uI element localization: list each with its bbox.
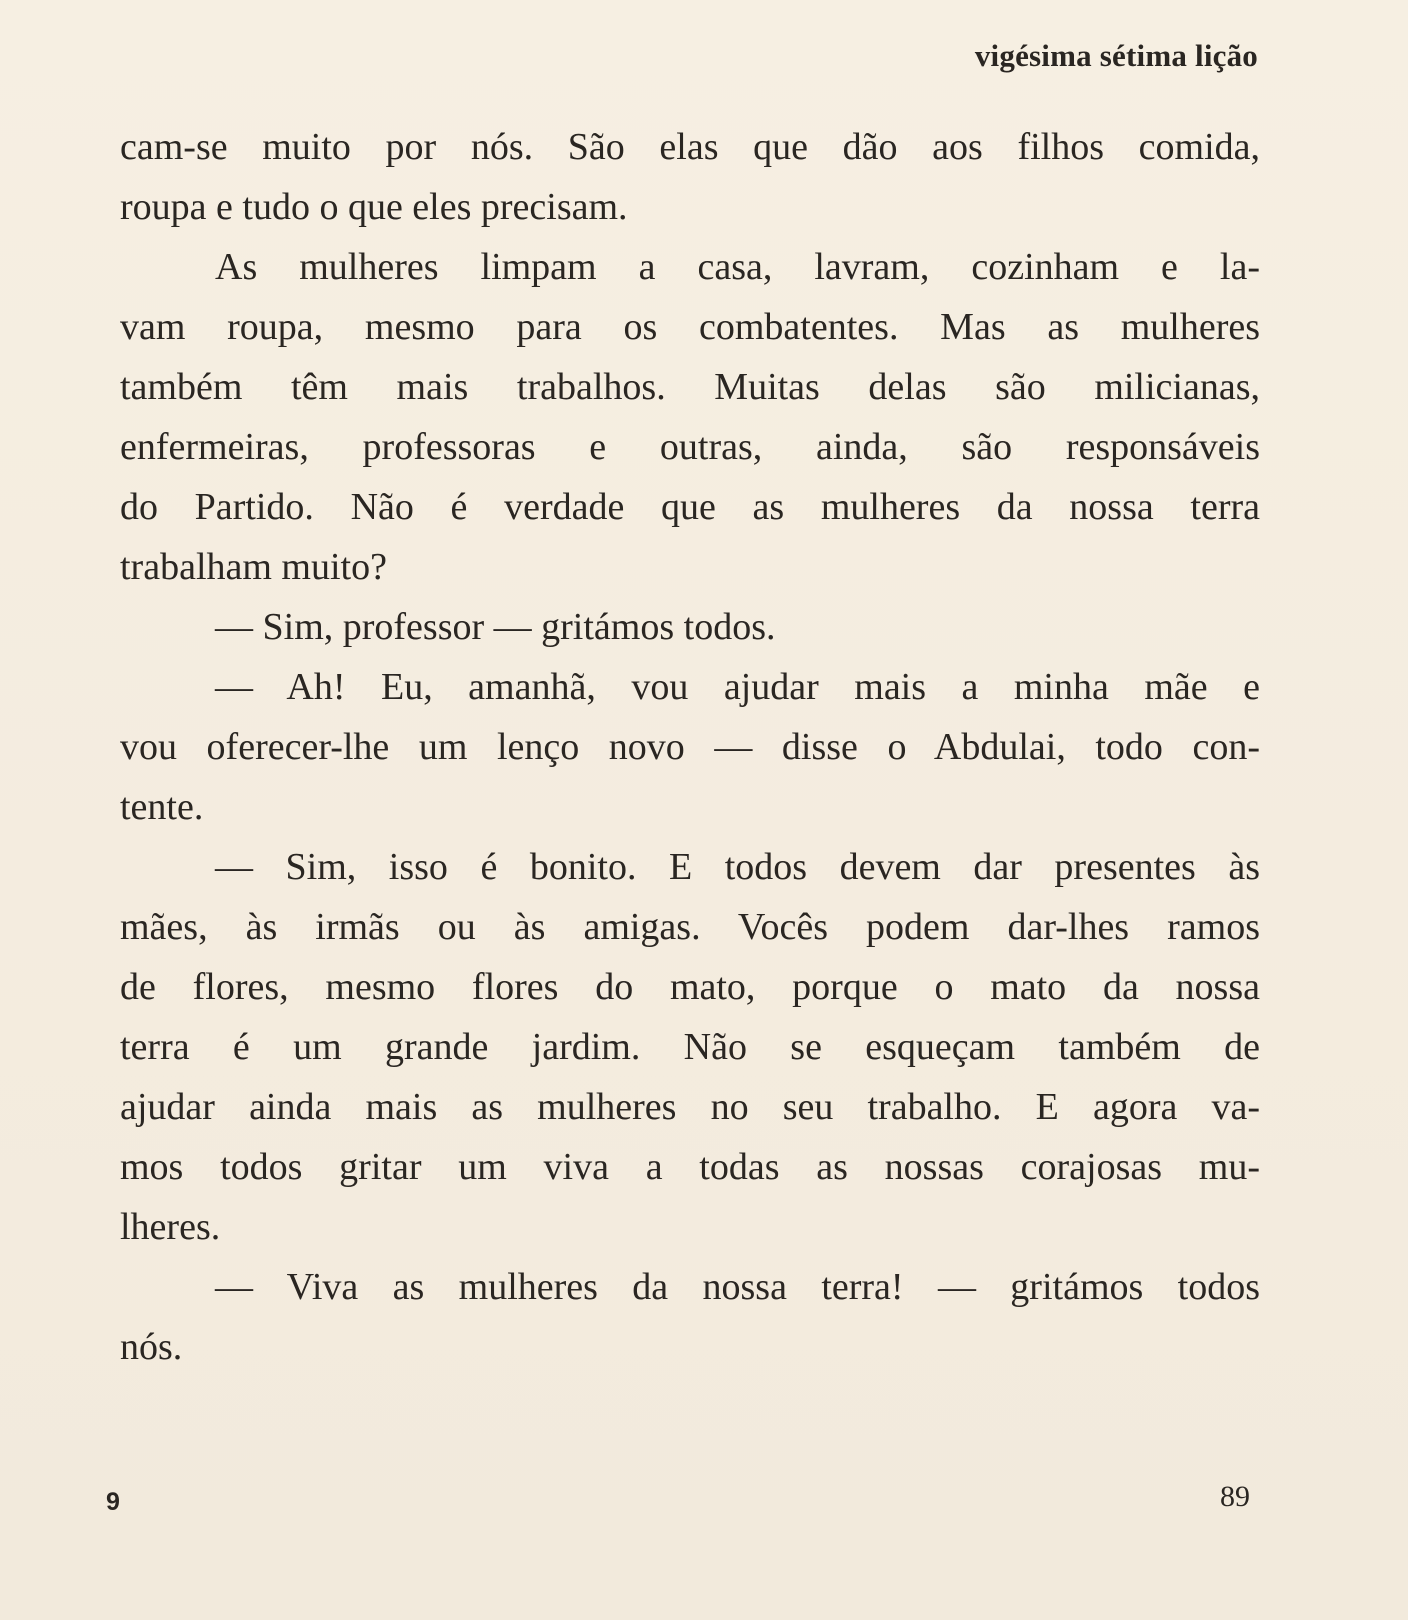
text-line: — Ah! Eu, amanhã, vou ajudar mais a minha mãe e — [215, 666, 1260, 708]
text-line: ajudar ainda mais as mulheres no seu trabalho. E agora va- — [120, 1086, 1260, 1128]
text-line: também têm mais trabalhos. Muitas delas são milicianas, — [120, 366, 1260, 408]
text-line: do Partido. Não é verdade que as mulheres da nossa terra — [120, 486, 1260, 528]
text-line: nós. — [120, 1326, 183, 1368]
text-line: As mulheres limpam a casa, lavram, cozinham e la- — [215, 246, 1260, 288]
text-line: mos todos gritar um viva a todas as nossas corajosas mu- — [120, 1146, 1260, 1188]
body-text — [120, 117, 1260, 1377]
text-line: vou oferecer-lhe um lenço novo — disse o Abdulai, todo con- — [120, 726, 1260, 768]
text-line: trabalham muito? — [120, 546, 387, 588]
text-line: roupa e tudo o que eles precisam. — [120, 186, 628, 228]
text-line: mães, às irmãs ou às amigas. Vocês podem dar-lhes ramos — [120, 906, 1260, 948]
running-head: vigésima sétima lição — [974, 38, 1258, 73]
text-line: — Sim, isso é bonito. E todos devem dar presentes às — [215, 846, 1260, 888]
text-line: terra é um grande jardim. Não se esqueçam também de — [120, 1026, 1260, 1068]
text-line: — Sim, professor — gritámos todos. — [215, 606, 776, 648]
page-number: 89 — [1220, 1480, 1250, 1513]
signature-mark: 9 — [106, 1488, 120, 1516]
text-line: vam roupa, mesmo para os combatentes. Mas as mulheres — [120, 306, 1260, 348]
text-line: de flores, mesmo flores do mato, porque o mato da nossa — [120, 966, 1260, 1008]
text-line: cam-se muito por nós. São elas que dão aos filhos comida, — [120, 126, 1260, 168]
text-line: tente. — [120, 786, 204, 828]
text-line: — Viva as mulheres da nossa terra! — gritámos todos — [215, 1266, 1260, 1308]
text-line: lheres. — [120, 1206, 221, 1248]
text-line: enfermeiras, professoras e outras, ainda, são responsáveis — [120, 426, 1260, 468]
